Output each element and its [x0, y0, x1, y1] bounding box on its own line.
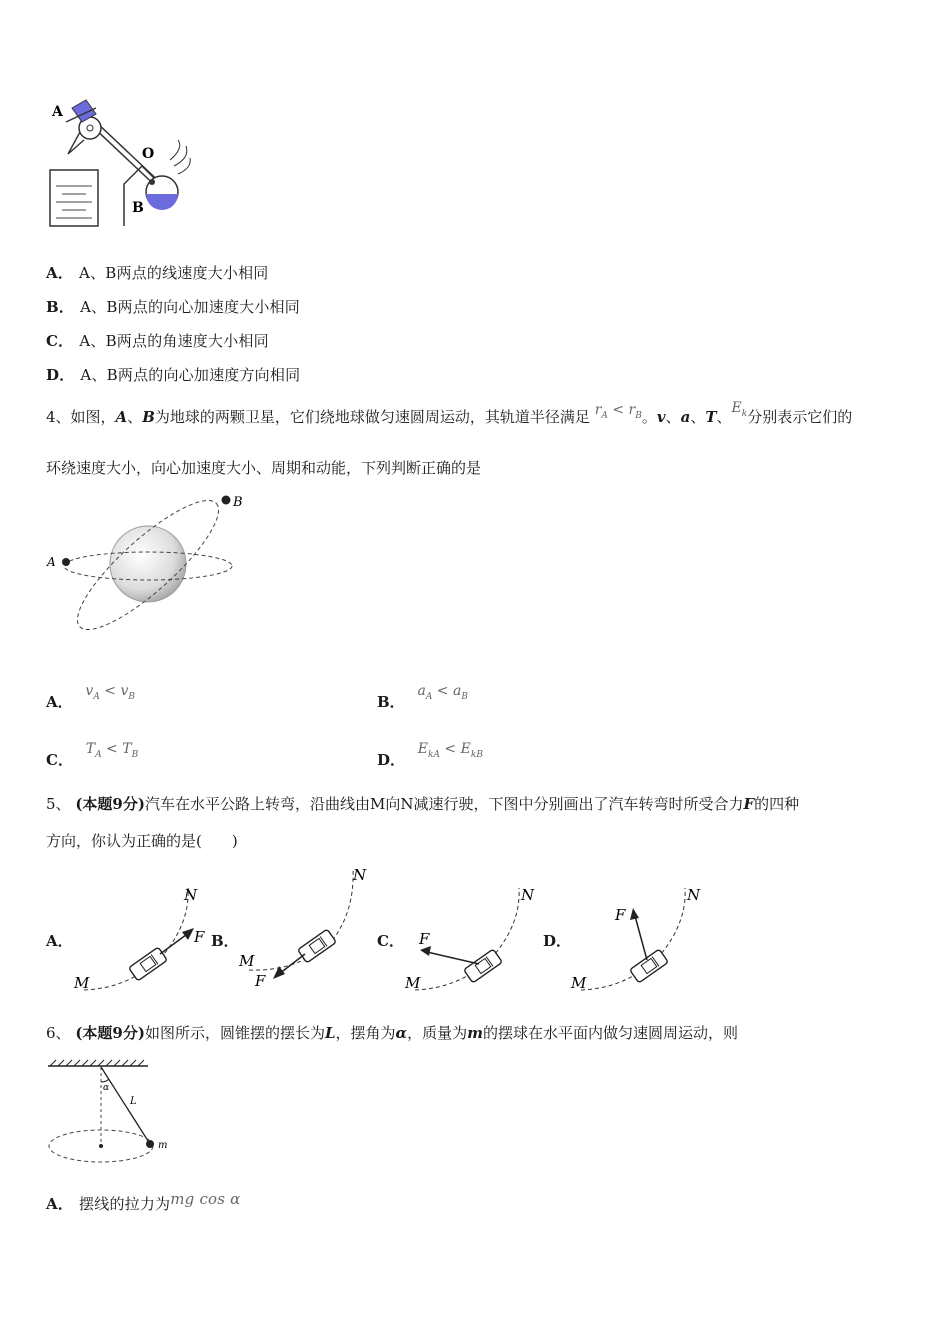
drinking-bird-figure	[44, 96, 194, 231]
label-n: N	[521, 886, 535, 904]
car-force-figure-b	[237, 862, 377, 1002]
label-n: N	[687, 886, 701, 904]
label-m: M	[405, 974, 421, 992]
label-m: m	[158, 1140, 168, 1151]
q5-option-a[interactable]: A． M N F	[46, 862, 211, 1002]
q3-option-d[interactable]: D． A、B两点的向心加速度方向相同	[46, 366, 301, 384]
q4-option-a[interactable]: A． $v_A < v_B$	[46, 683, 136, 711]
label-f: F	[194, 928, 205, 946]
label-m: M	[74, 974, 90, 992]
label-n: N	[184, 886, 198, 904]
car-force-figure-a	[72, 862, 212, 1002]
label-m: M	[571, 974, 587, 992]
car-force-figure-c	[403, 862, 543, 1002]
label-a: A	[52, 104, 63, 120]
label-m: M	[239, 952, 255, 970]
satellite-orbits-figure	[44, 488, 244, 643]
q5-stem-line2: 方向，你认为正确的是( )	[46, 832, 238, 850]
label-alpha: α	[103, 1083, 110, 1093]
q4-option-d[interactable]: D． $E_{kA} < E_{kB}$	[377, 741, 483, 769]
q3-option-c[interactable]: C． A、B两点的角速度大小相同	[46, 332, 269, 350]
q4-option-c[interactable]: C． $T_A < T_B$	[46, 741, 139, 769]
q6-option-a[interactable]: A． 摆线的拉力为mg cos α	[46, 1190, 241, 1213]
q4-stem-line2: 环绕速度大小，向心加速度大小、周期和动能，下列判断正确的是	[46, 459, 482, 477]
label-b: B	[233, 495, 243, 510]
label-o: O	[142, 146, 155, 162]
car-force-figure-d	[569, 862, 709, 1002]
label-f: F	[419, 930, 430, 948]
q5-stem-line1: 5、 (本题9分)汽车在水平公路上转弯，沿曲线由M向N减速行驶，下图中分别画出了汽车转弯时所受合力F的四种	[46, 795, 800, 813]
q5-option-b[interactable]: B． M N F	[211, 862, 376, 1002]
q5-option-c[interactable]: C． M N F	[377, 862, 542, 1002]
q4-stem-line1: 4、如图，A、B为地球的两颗卫星，它们绕地球做匀速圆周运动，其轨道半径满足 $r_A < r_B$。v、a、T、$E_k$分别表示它们的	[46, 400, 853, 426]
label-b: B	[132, 200, 144, 216]
q3-option-a[interactable]: A． A、B两点的线速度大小相同	[46, 264, 269, 282]
label-f: F	[255, 972, 266, 990]
label-n: N	[353, 866, 367, 884]
q5-option-d[interactable]: D． M N F	[543, 862, 708, 1002]
label-l: L	[130, 1096, 137, 1107]
q4-option-b[interactable]: B． $a_A < a_B$	[377, 683, 468, 711]
q6-stem: 6、 (本题9分)如图所示，圆锥摆的摆长为L，摆角为α，质量为m的摆球在水平面内做匀速圆周运动，则	[46, 1024, 738, 1042]
label-f: F	[615, 906, 626, 924]
q4-condition: $r_A < r_B$	[594, 402, 642, 421]
label-a: A	[47, 555, 56, 569]
q3-option-b[interactable]: B． A、B两点的向心加速度大小相同	[46, 298, 300, 316]
conical-pendulum-figure	[44, 1058, 174, 1170]
